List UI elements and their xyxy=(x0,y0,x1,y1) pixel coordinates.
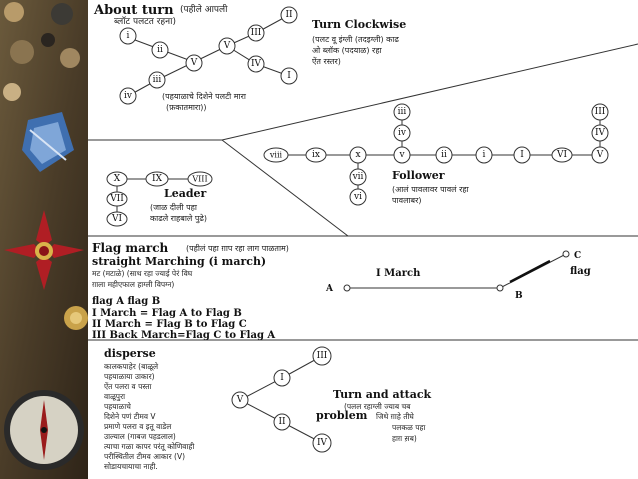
svg-text:X: X xyxy=(113,174,121,184)
svg-text:V: V xyxy=(596,150,604,160)
svg-text:सोडायचायाचा नाही.: सोडायचायाचा नाही. xyxy=(104,462,158,471)
about-turn-bottom-note: (पहयाळाचे दिशेने पलटी मारा xyxy=(162,92,246,101)
svg-text:V: V xyxy=(236,395,244,405)
node-I xyxy=(281,68,297,84)
point-a-marker xyxy=(344,285,350,291)
clockwise-note-line: ओ ब्लॉक (पदयाळ) रहा xyxy=(312,46,382,55)
svg-text:VIII: VIII xyxy=(192,174,208,184)
svg-text:II: II xyxy=(278,417,286,427)
turn-clockwise-title: Turn Clockwise xyxy=(312,18,407,31)
diagonal-divider xyxy=(222,44,638,140)
svg-text:viii: viii xyxy=(269,150,283,160)
svg-text:V: V xyxy=(190,58,198,68)
node-VIII xyxy=(188,172,212,186)
svg-text:ix: ix xyxy=(312,150,320,160)
svg-text:IV: IV xyxy=(250,59,262,69)
leader-note: काढले राहबाले पुढे) xyxy=(150,214,208,223)
node-III xyxy=(313,347,331,365)
about-turn-note: (पहीले आपली xyxy=(180,5,228,15)
svg-text:दिशेने पणं टीमव V: दिशेने पणं टीमव V xyxy=(104,412,156,421)
node-II xyxy=(281,7,297,23)
svg-text:v: v xyxy=(399,150,405,160)
flag-march-desc: ग़ाला महीएफाल हाग्ली विपग्न) xyxy=(92,280,175,289)
follower-note: पावलाबर) xyxy=(392,196,422,205)
node-I xyxy=(274,370,290,386)
node-v xyxy=(394,147,410,163)
clockwise-note-line: ऐंत रस्तर) xyxy=(312,57,341,66)
svg-text:VII: VII xyxy=(110,194,124,204)
node-III xyxy=(248,25,264,41)
problem-note: पलकळ पहा xyxy=(392,423,426,432)
node-I xyxy=(514,147,530,163)
svg-text:I: I xyxy=(280,373,284,383)
point-c-marker xyxy=(563,251,569,257)
svg-text:IV: IV xyxy=(316,438,328,448)
svg-text:II: II xyxy=(285,10,293,20)
flag-label: flag xyxy=(570,266,591,277)
node-IV xyxy=(592,125,608,141)
compass-icon xyxy=(4,390,84,470)
straight-marching-subtitle: straight Marching (i march) xyxy=(92,255,267,268)
decorative-medal-border xyxy=(0,0,88,479)
leader-note: (जाळ दीली पहा xyxy=(150,203,197,212)
node-x xyxy=(350,147,366,163)
node-ii xyxy=(436,147,452,163)
node-vi xyxy=(350,189,366,205)
svg-text:iii: iii xyxy=(397,107,407,117)
svg-text:ii: ii xyxy=(441,150,447,160)
follower-note: (आलं पावलावर पावलं रहा xyxy=(392,185,469,194)
svg-text:वाळूपुरा: वाळूपुरा xyxy=(104,392,126,401)
svg-text:IV: IV xyxy=(594,128,606,138)
leader-section xyxy=(107,172,212,226)
march-step-3: III Back March=Flag C to Flag A xyxy=(92,330,276,341)
node-VII xyxy=(107,192,127,206)
svg-text:i: i xyxy=(126,31,130,41)
svg-text:vii: vii xyxy=(352,172,364,182)
point-b-marker xyxy=(497,285,503,291)
node-VI xyxy=(107,212,127,226)
svg-text:VI: VI xyxy=(556,150,568,160)
node-X xyxy=(107,172,127,186)
node-IV xyxy=(313,434,331,452)
svg-text:III: III xyxy=(250,28,262,38)
svg-text:पहयाळाचे: पहयाळाचे xyxy=(104,402,131,411)
svg-text:iv: iv xyxy=(398,128,406,138)
formation-diagram-sheet xyxy=(88,0,638,479)
turn-attack-note: (पलल रहाग्ली ज्याब चब xyxy=(344,402,411,411)
node-i xyxy=(120,28,136,44)
problem-note: हाग़ स़ब) xyxy=(392,434,417,443)
node-III xyxy=(592,104,608,120)
node-v-lower xyxy=(186,55,202,71)
svg-text:IX: IX xyxy=(152,174,162,184)
flag-march-note: (पहीलं पहा ग़ाप रहा लाग पाळताम) xyxy=(186,244,289,253)
svg-text:vi: vi xyxy=(354,192,362,202)
svg-text:III: III xyxy=(594,107,606,117)
node-vii xyxy=(350,169,366,185)
i-march-label: I March xyxy=(376,268,421,279)
flag-march-section xyxy=(92,241,591,341)
svg-text:उाल्याल (गाबज पहडलाल): उाल्याल (गाबज पहडलाल) xyxy=(104,432,176,441)
svg-text:iv: iv xyxy=(124,91,132,101)
node-iv xyxy=(120,88,136,104)
follower-section xyxy=(264,104,608,205)
node-V xyxy=(219,38,235,54)
svg-text:I: I xyxy=(520,150,524,160)
node-iii xyxy=(149,72,165,88)
point-b-label: B xyxy=(515,291,523,301)
disperse-note xyxy=(104,362,195,471)
svg-text:प्रमाणे पलरा व इतू वाडेल: प्रमाणे पलरा व इतू वाडेल xyxy=(104,422,172,431)
flag-march-desc: मट (मटाळे) (साथ रहा ज्याई पेरं विघ xyxy=(92,269,193,278)
svg-text:ii: ii xyxy=(157,45,163,55)
sun-badge-icon xyxy=(64,306,88,330)
svg-text:x: x xyxy=(355,150,361,160)
svg-text:III: III xyxy=(316,351,328,361)
svg-text:V: V xyxy=(223,41,231,51)
about-turn-note-2: ब्लॉट पलटत रहना) xyxy=(114,17,176,27)
node-iv xyxy=(394,125,410,141)
point-a-label: A xyxy=(326,284,333,294)
svg-text:परीस्थितील टीमव आकार (V): परीस्थितील टीमव आकार (V) xyxy=(104,452,186,461)
node-ix xyxy=(306,148,326,162)
svg-text:I: I xyxy=(287,71,291,81)
node-II xyxy=(274,414,290,430)
about-turn-title: About turn xyxy=(94,3,174,18)
leader-title: Leader xyxy=(164,187,207,200)
node-iii xyxy=(394,104,410,120)
svg-text:VI: VI xyxy=(111,214,123,224)
node-V xyxy=(592,147,608,163)
node-IV xyxy=(248,56,264,72)
svg-text:iii: iii xyxy=(152,75,162,85)
about-turn-section xyxy=(93,3,406,112)
problem-label: problem xyxy=(316,409,368,422)
problem-note: जिथे ग़ाहे तीघे xyxy=(376,412,414,421)
svg-text:पहयाळाया उाकार): पहयाळाया उाकार) xyxy=(104,372,155,381)
turn-and-attack-title: Turn and attack xyxy=(333,388,432,401)
svg-text:i: i xyxy=(482,150,486,160)
disperse-title: disperse xyxy=(104,347,156,360)
flags-line: flag A flag B xyxy=(92,296,161,307)
clockwise-note-line: (पलट वू इंग्ली (तदइग्ली) काढ xyxy=(312,35,399,44)
svg-text:कालकपाहेर (बाळूले: कालकपाहेर (बाळूले xyxy=(104,362,159,371)
march-step-2: II March = Flag B to Flag C xyxy=(92,319,247,330)
disperse-section xyxy=(104,347,432,471)
svg-text:ऐंत पलरा व पस्ता: ऐंत पलरा व पस्ता xyxy=(104,382,152,391)
node-ii xyxy=(152,42,168,58)
point-c-label: C xyxy=(574,251,582,261)
follower-title: Follower xyxy=(392,169,445,182)
node-i xyxy=(476,147,492,163)
about-turn-bottom-note: (फ़कातमारा)) xyxy=(166,103,207,112)
svg-text:त्याचा गळा कापर परंतू कोणिवाही: त्याचा गळा कापर परंतू कोणिवाही xyxy=(104,442,195,451)
node-viii xyxy=(264,148,288,162)
node-V xyxy=(232,392,248,408)
node-IX xyxy=(146,172,168,186)
node-VI xyxy=(552,148,572,162)
flag-march-title: Flag march xyxy=(92,241,169,255)
march-step-1: I March = Flag A to Flag B xyxy=(92,308,242,319)
